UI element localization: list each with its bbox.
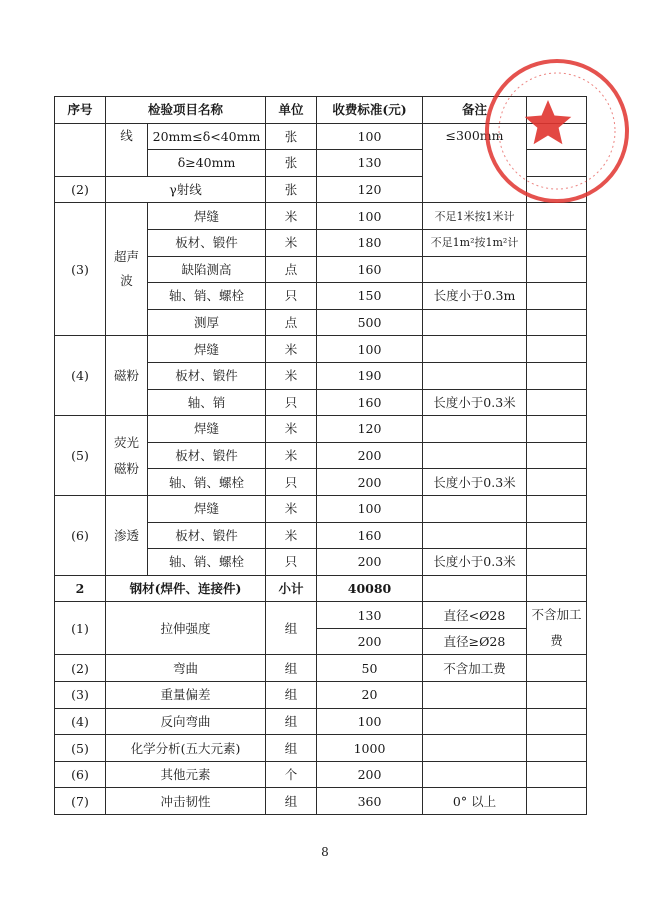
fee-cell: 200: [317, 442, 423, 469]
fee-cell: 200: [317, 761, 423, 788]
note-cell: [423, 416, 527, 443]
seq-cell: (5): [55, 735, 106, 762]
table-row: [55, 123, 587, 150]
unit-cell: 只: [266, 283, 317, 310]
extra-cell: [527, 602, 587, 655]
extra-label-line1: 不含加工: [531, 607, 582, 623]
note-cell: [423, 522, 527, 549]
seq-cell: [55, 123, 106, 176]
category-cell: 磁粉: [106, 336, 148, 416]
fee-cell: 160: [317, 389, 423, 416]
fee-cell: 100: [317, 708, 423, 735]
seq-cell: (4): [55, 336, 106, 416]
table-row: [55, 203, 587, 230]
extra-cell: [527, 256, 587, 283]
unit-cell: 点: [266, 256, 317, 283]
item-cell: 重量偏差: [106, 682, 266, 709]
header-blank: [527, 97, 587, 124]
note-cell: [423, 362, 527, 389]
page-number: 8: [321, 845, 329, 859]
extra-cell: [527, 735, 587, 762]
item-cell: 反向弯曲: [106, 708, 266, 735]
fee-cell: 190: [317, 362, 423, 389]
note-cell: 直径<Ø28: [423, 602, 527, 629]
extra-cell: [527, 655, 587, 682]
category-cell: 线: [106, 123, 148, 176]
unit-cell: 小计: [266, 575, 317, 602]
header-seq: 序号: [55, 97, 106, 124]
fee-cell: 160: [317, 522, 423, 549]
extra-cell: [527, 495, 587, 522]
header-item: 检验项目名称: [106, 97, 266, 124]
unit-cell: 点: [266, 309, 317, 336]
item-cell: 其他元素: [106, 761, 266, 788]
unit-cell: 组: [266, 655, 317, 682]
item-cell: 缺陷测高: [148, 256, 266, 283]
note-cell: [423, 735, 527, 762]
seq-cell: (7): [55, 788, 106, 815]
fee-cell: 120: [317, 416, 423, 443]
category-cell: [106, 203, 148, 336]
seq-cell: (1): [55, 602, 106, 655]
note-cell: [423, 575, 527, 602]
table-row: [55, 495, 587, 522]
item-cell: 轴、销、螺栓: [148, 469, 266, 496]
table-row: [55, 602, 587, 629]
fee-cell: 100: [317, 203, 423, 230]
extra-cell: [527, 788, 587, 815]
unit-cell: 只: [266, 469, 317, 496]
unit-cell: 张: [266, 150, 317, 177]
fee-cell: 100: [317, 336, 423, 363]
extra-cell: [527, 362, 587, 389]
unit-cell: 只: [266, 549, 317, 576]
extra-cell: [527, 203, 587, 230]
extra-cell: [527, 283, 587, 310]
extra-cell: [527, 389, 587, 416]
note-cell: [423, 442, 527, 469]
item-cell: 板材、锻件: [148, 229, 266, 256]
unit-cell: 组: [266, 682, 317, 709]
unit-cell: 米: [266, 495, 317, 522]
unit-cell: 米: [266, 442, 317, 469]
unit-cell: 张: [266, 123, 317, 150]
note-cell: 不足1米按1米计: [423, 203, 527, 230]
note-cell: [423, 309, 527, 336]
unit-cell: 只: [266, 389, 317, 416]
table-row: [55, 416, 587, 443]
fee-cell: 40080: [317, 575, 423, 602]
item-cell: 板材、锻件: [148, 522, 266, 549]
note-cell: [423, 708, 527, 735]
fee-cell: 180: [317, 229, 423, 256]
extra-cell: [527, 761, 587, 788]
item-cell: 拉伸强度: [106, 602, 266, 655]
unit-cell: 组: [266, 788, 317, 815]
item-cell: δ≥40mm: [148, 150, 266, 177]
note-cell: [423, 761, 527, 788]
unit-cell: 组: [266, 708, 317, 735]
note-cell: [423, 336, 527, 363]
table-row: [55, 682, 587, 709]
unit-cell: 米: [266, 362, 317, 389]
seq-cell: (3): [55, 203, 106, 336]
header-fee: 收费标准(元): [317, 97, 423, 124]
extra-cell: [527, 522, 587, 549]
fee-cell: 50: [317, 655, 423, 682]
unit-cell: 米: [266, 416, 317, 443]
item-cell: 20mm≤δ<40mm: [148, 123, 266, 150]
table-row: [55, 761, 587, 788]
item-cell: 焊缝: [148, 336, 266, 363]
fee-cell: 130: [317, 602, 423, 629]
table-row: [55, 708, 587, 735]
seq-cell: (6): [55, 495, 106, 575]
unit-cell: 米: [266, 203, 317, 230]
fee-cell: 130: [317, 150, 423, 177]
seq-cell: (6): [55, 761, 106, 788]
note-cell: ≤300mm: [423, 123, 527, 203]
extra-cell: [527, 469, 587, 496]
extra-cell: [527, 416, 587, 443]
unit-cell: 米: [266, 522, 317, 549]
note-cell: 不足1m²按1m²计: [423, 229, 527, 256]
table-row: [55, 336, 587, 363]
fee-cell: 100: [317, 495, 423, 522]
extra-cell: [527, 309, 587, 336]
item-cell: 弯曲: [106, 655, 266, 682]
seq-cell: (3): [55, 682, 106, 709]
fee-cell: 200: [317, 549, 423, 576]
item-cell: 板材、锻件: [148, 442, 266, 469]
item-cell: γ射线: [106, 176, 266, 203]
header-unit: 单位: [266, 97, 317, 124]
table-row: [55, 655, 587, 682]
item-cell: 轴、销: [148, 389, 266, 416]
note-cell: 不含加工费: [423, 655, 527, 682]
subtotal-row: [55, 575, 587, 602]
fee-cell: 360: [317, 788, 423, 815]
seq-cell: (5): [55, 416, 106, 496]
fee-cell: 20: [317, 682, 423, 709]
unit-cell: 组: [266, 602, 317, 655]
note-cell: [423, 256, 527, 283]
unit-cell: 张: [266, 176, 317, 203]
extra-label-line2: 费: [550, 633, 563, 649]
category-cell: [106, 416, 148, 496]
extra-cell: [527, 229, 587, 256]
item-cell: 冲击韧性: [106, 788, 266, 815]
fee-table: [54, 96, 587, 815]
unit-cell: 个: [266, 761, 317, 788]
fee-cell: 200: [317, 628, 423, 655]
note-cell: 长度小于0.3米: [423, 469, 527, 496]
seq-cell: (2): [55, 655, 106, 682]
note-cell: 长度小于0.3m: [423, 283, 527, 310]
extra-cell: [527, 123, 587, 150]
item-cell: 轴、销、螺栓: [148, 283, 266, 310]
extra-cell: [527, 150, 587, 177]
item-cell: 钢材(焊件、连接件): [106, 575, 266, 602]
fee-cell: 120: [317, 176, 423, 203]
unit-cell: 米: [266, 336, 317, 363]
note-cell: [423, 682, 527, 709]
item-cell: 焊缝: [148, 416, 266, 443]
extra-cell: [527, 176, 587, 203]
extra-cell: [527, 708, 587, 735]
item-cell: 轴、销、螺栓: [148, 549, 266, 576]
fee-cell: 100: [317, 123, 423, 150]
unit-cell: 米: [266, 229, 317, 256]
category-cell: 渗透: [106, 495, 148, 575]
fee-cell: 160: [317, 256, 423, 283]
unit-cell: 组: [266, 735, 317, 762]
note-cell: 长度小于0.3米: [423, 549, 527, 576]
item-cell: 化学分析(五大元素): [106, 735, 266, 762]
table-row: [55, 735, 587, 762]
note-cell: 直径≥Ø28: [423, 628, 527, 655]
table-header-row: [55, 97, 587, 124]
extra-cell: [527, 549, 587, 576]
fee-cell: 1000: [317, 735, 423, 762]
category-label-line1: 荧光: [113, 434, 139, 450]
item-cell: 焊缝: [148, 203, 266, 230]
item-cell: 焊缝: [148, 495, 266, 522]
note-cell: 长度小于0.3米: [423, 389, 527, 416]
fee-cell: 200: [317, 469, 423, 496]
seq-cell: 2: [55, 575, 106, 602]
extra-cell: [527, 682, 587, 709]
note-cell: [423, 495, 527, 522]
note-cell: 0° 以上: [423, 788, 527, 815]
fee-cell: 150: [317, 283, 423, 310]
category-label-line2: 磁粉: [113, 460, 139, 476]
category-label: 超声波: [113, 249, 139, 289]
seq-cell: (4): [55, 708, 106, 735]
table-row: [55, 788, 587, 815]
extra-cell: [527, 442, 587, 469]
extra-cell: [527, 336, 587, 363]
header-note: 备注: [423, 97, 527, 124]
fee-cell: 500: [317, 309, 423, 336]
extra-cell: [527, 575, 587, 602]
item-cell: 板材、锻件: [148, 362, 266, 389]
item-cell: 测厚: [148, 309, 266, 336]
seq-cell: (2): [55, 176, 106, 203]
